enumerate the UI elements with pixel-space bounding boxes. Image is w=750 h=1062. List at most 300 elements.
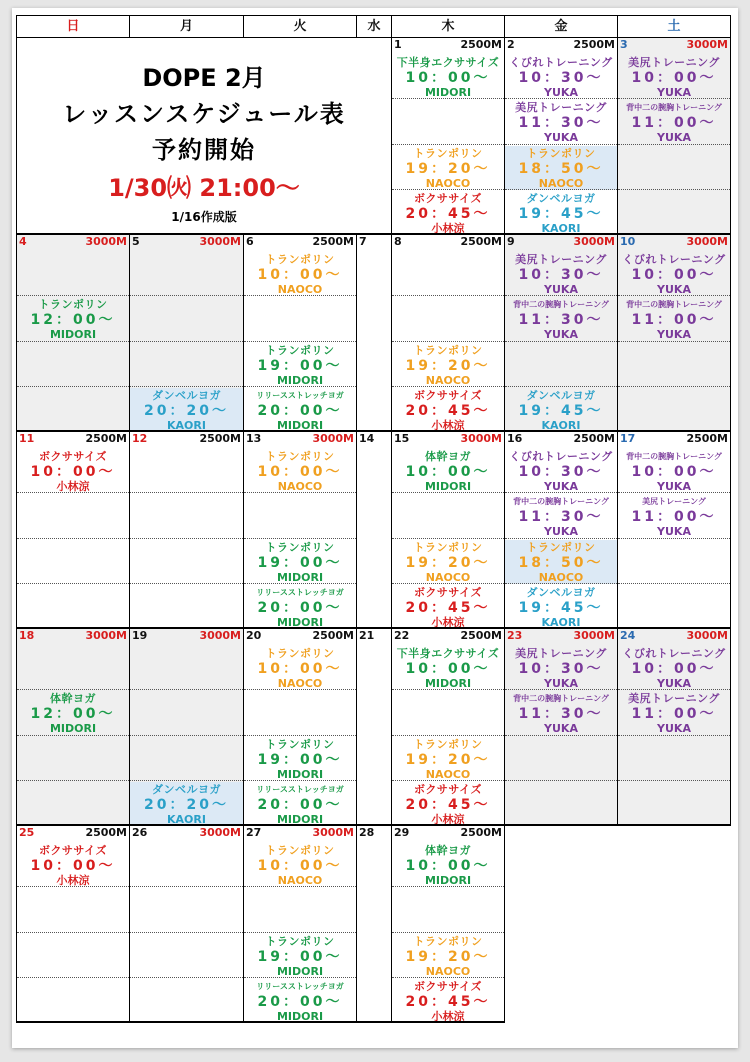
lesson-time: 19：20〜 — [405, 752, 491, 768]
lesson-entry[interactable] — [17, 450, 129, 494]
slot-divider — [505, 386, 617, 387]
slot-divider — [244, 341, 356, 342]
week-row — [16, 235, 731, 432]
lesson-entry[interactable] — [392, 586, 504, 629]
lesson-entry[interactable] — [618, 298, 730, 342]
lesson-entry[interactable] — [244, 344, 356, 388]
lesson-instructor: KAORI — [541, 616, 581, 629]
room-label: 2500M — [460, 826, 502, 839]
lesson-entry[interactable] — [130, 783, 243, 826]
slot-divider — [130, 886, 243, 887]
day-cell[interactable] — [392, 629, 505, 826]
day-cell[interactable] — [357, 629, 392, 826]
slot-divider — [17, 538, 129, 539]
lesson-name: 美尻トレーニング — [628, 56, 720, 69]
day-number: 20 — [246, 629, 262, 642]
day-number: 12 — [132, 432, 148, 445]
lesson-time: 20：00〜 — [257, 403, 343, 419]
lesson-time: 20：45〜 — [405, 797, 491, 813]
title-line-start-datetime: 1/30㈫ 21:00〜 — [108, 174, 300, 202]
lesson-time: 10：00〜 — [257, 464, 343, 480]
lesson-instructor: 小林涼 — [431, 813, 465, 826]
lesson-instructor: YUKA — [657, 677, 691, 690]
lesson-entry[interactable] — [618, 495, 730, 539]
slot-divider — [17, 295, 129, 296]
lesson-entry[interactable] — [392, 56, 504, 100]
lesson-name: 背中二の腕胸トレーニング — [626, 300, 722, 309]
day-cell[interactable] — [392, 235, 505, 432]
room-label: 2500M — [573, 432, 615, 445]
week-row — [16, 432, 731, 629]
day-cell[interactable] — [244, 235, 357, 432]
lesson-time: 10：00〜 — [30, 464, 116, 480]
lesson-name: 美尻トレーニング — [628, 692, 720, 705]
lesson-entry[interactable] — [505, 495, 617, 539]
lesson-time: 11：00〜 — [631, 509, 717, 525]
lesson-instructor: NAOCO — [277, 677, 323, 690]
lesson-instructor: KAORI — [167, 419, 206, 432]
slot-divider — [392, 144, 504, 145]
lesson-entry[interactable] — [130, 389, 243, 432]
slot-divider — [130, 583, 243, 584]
lesson-instructor: 小林涼 — [56, 480, 90, 493]
lesson-name: リリースストレッチヨガ — [256, 785, 344, 794]
lesson-time: 11：30〜 — [518, 509, 604, 525]
lesson-time: 19：45〜 — [518, 600, 604, 616]
room-label: 2500M — [686, 432, 728, 445]
lesson-name: くびれトレーニング — [509, 56, 613, 69]
day-cell[interactable] — [244, 629, 357, 826]
lesson-entry[interactable] — [392, 344, 504, 388]
lesson-entry[interactable] — [505, 450, 617, 494]
lesson-time: 10：00〜 — [405, 661, 491, 677]
slot-divider — [17, 977, 129, 978]
lesson-entry[interactable] — [505, 541, 617, 585]
lesson-instructor: NAOCO — [425, 965, 471, 978]
lesson-time: 18：50〜 — [518, 161, 604, 177]
lesson-name: リリースストレッチヨガ — [256, 982, 344, 991]
lesson-instructor: YUKA — [657, 283, 691, 296]
slot-divider — [392, 538, 504, 539]
lesson-name: 背中二の腕胸トレーニング — [513, 300, 609, 309]
lesson-instructor: YUKA — [544, 722, 578, 735]
lesson-instructor: MIDORI — [424, 874, 472, 887]
lesson-time: 18：50〜 — [518, 555, 604, 571]
lesson-instructor: YUKA — [657, 131, 691, 144]
title-line-studio: DOPE 2月 — [142, 64, 266, 92]
lesson-instructor: 小林涼 — [431, 1010, 465, 1023]
room-label: 3000M — [686, 629, 728, 642]
room-label: 3000M — [573, 235, 615, 248]
lesson-entry[interactable] — [392, 980, 504, 1023]
lesson-name: ダンベルヨガ — [151, 389, 222, 402]
weekday-header-row — [16, 15, 731, 38]
day-number: 17 — [620, 432, 636, 445]
lesson-time: 19：20〜 — [405, 949, 491, 965]
day-cell[interactable] — [16, 826, 130, 1023]
lesson-entry[interactable] — [392, 541, 504, 585]
lesson-instructor: MIDORI — [276, 616, 324, 629]
lesson-entry[interactable] — [244, 586, 356, 629]
day-cell[interactable] — [244, 432, 357, 629]
weekday-header: 木 — [392, 15, 505, 38]
lesson-time: 19：20〜 — [405, 161, 491, 177]
lesson-entry[interactable] — [505, 192, 617, 235]
lesson-instructor: YUKA — [544, 283, 578, 296]
slot-divider — [392, 295, 504, 296]
lesson-entry[interactable] — [618, 692, 730, 736]
day-number: 10 — [620, 235, 636, 248]
day-cell[interactable] — [392, 432, 505, 629]
lesson-entry[interactable] — [505, 56, 617, 100]
lesson-instructor: MIDORI — [276, 965, 324, 978]
lesson-instructor: NAOCO — [425, 571, 471, 584]
slot-divider — [618, 386, 730, 387]
lesson-instructor: YUKA — [544, 131, 578, 144]
lesson-entry[interactable] — [244, 844, 356, 888]
lesson-name: ダンベルヨガ — [151, 783, 222, 796]
slot-divider — [244, 735, 356, 736]
lesson-name: 体幹ヨガ — [50, 692, 96, 705]
day-number: 19 — [132, 629, 148, 642]
slot-divider — [17, 386, 129, 387]
day-cell[interactable] — [505, 38, 618, 235]
lesson-instructor: KAORI — [167, 813, 206, 826]
lesson-time: 20：45〜 — [405, 994, 491, 1010]
day-cell[interactable] — [130, 629, 244, 826]
slot-divider — [618, 780, 730, 781]
day-number: 6 — [246, 235, 254, 248]
lesson-entry[interactable] — [17, 298, 129, 342]
lesson-name: トランポリン — [413, 344, 483, 357]
lesson-time: 10：30〜 — [518, 70, 604, 86]
lesson-entry[interactable] — [244, 389, 356, 432]
lesson-entry[interactable] — [17, 692, 129, 736]
day-cell[interactable] — [505, 432, 618, 629]
slot-divider — [244, 932, 356, 933]
lesson-time: 20：20〜 — [144, 403, 229, 419]
lesson-entry[interactable] — [618, 56, 730, 100]
lesson-instructor: KAORI — [541, 222, 581, 235]
lesson-time: 12：00〜 — [30, 312, 116, 328]
lesson-entry[interactable] — [392, 147, 504, 191]
lesson-instructor: MIDORI — [49, 328, 97, 341]
lesson-name: 美尻トレーニング — [515, 253, 607, 266]
lesson-time: 19：00〜 — [257, 949, 343, 965]
lesson-name: ボクササイズ — [38, 844, 108, 857]
room-label: 3000M — [312, 432, 354, 445]
slot-divider — [130, 492, 243, 493]
lesson-instructor: NAOCO — [277, 874, 323, 887]
slot-divider — [17, 780, 129, 781]
lesson-instructor: 小林涼 — [56, 874, 90, 887]
day-cell[interactable] — [357, 432, 392, 629]
lesson-time: 19：45〜 — [518, 206, 604, 222]
lesson-entry[interactable] — [392, 450, 504, 494]
slot-divider — [618, 189, 730, 190]
day-number: 1 — [394, 38, 402, 51]
lesson-entry[interactable] — [392, 844, 504, 888]
lesson-time: 11：00〜 — [631, 115, 717, 131]
day-cell[interactable] — [244, 826, 357, 1023]
lesson-time: 10：00〜 — [257, 267, 343, 283]
lesson-time: 12：00〜 — [30, 706, 116, 722]
lesson-name: トランポリン — [265, 541, 335, 554]
lesson-instructor: MIDORI — [49, 722, 97, 735]
lesson-time: 20：00〜 — [257, 797, 343, 813]
lesson-instructor: 小林涼 — [431, 222, 465, 235]
lesson-entry[interactable] — [244, 541, 356, 585]
day-cell[interactable] — [16, 235, 130, 432]
lesson-name: トランポリン — [413, 147, 483, 160]
weekday-header: 火 — [244, 15, 357, 38]
slot-divider — [130, 780, 243, 781]
day-cell[interactable] — [16, 432, 130, 629]
lesson-entry[interactable] — [505, 253, 617, 297]
slot-divider — [130, 386, 243, 387]
slot-divider — [392, 341, 504, 342]
lesson-entry[interactable] — [618, 647, 730, 691]
lesson-name: リリースストレッチヨガ — [256, 391, 344, 400]
lesson-time: 10：30〜 — [518, 267, 604, 283]
day-cell[interactable] — [505, 629, 618, 826]
slot-divider — [244, 538, 356, 539]
day-cell[interactable] — [357, 235, 392, 432]
lesson-instructor: NAOCO — [538, 177, 584, 190]
calendar-grid — [16, 15, 731, 1025]
lesson-name: 背中二の腕胸トレーニング — [626, 452, 722, 461]
room-label: 2500M — [460, 235, 502, 248]
room-label: 2500M — [460, 629, 502, 642]
room-label: 3000M — [460, 432, 502, 445]
lesson-name: トランポリン — [38, 298, 108, 311]
lesson-instructor: MIDORI — [276, 374, 324, 387]
lesson-time: 20：45〜 — [405, 600, 491, 616]
lesson-name: ボクササイズ — [38, 450, 108, 463]
lesson-time: 20：00〜 — [257, 600, 343, 616]
room-label: 3000M — [199, 629, 241, 642]
lesson-instructor: YUKA — [544, 525, 578, 538]
day-number: 25 — [19, 826, 35, 839]
lesson-instructor: NAOCO — [277, 480, 323, 493]
lesson-name: トランポリン — [265, 738, 335, 751]
day-cell[interactable] — [392, 826, 505, 1023]
day-number: 14 — [359, 432, 375, 445]
room-label: 3000M — [573, 629, 615, 642]
day-number: 5 — [132, 235, 140, 248]
room-label: 3000M — [686, 38, 728, 51]
lesson-instructor: NAOCO — [538, 571, 584, 584]
slot-divider — [130, 295, 243, 296]
slot-divider — [130, 977, 243, 978]
day-number: 28 — [359, 826, 375, 839]
weekday-header: 日 — [16, 15, 130, 38]
lesson-time: 10：00〜 — [257, 661, 343, 677]
week-row — [16, 629, 731, 826]
day-number: 8 — [394, 235, 402, 248]
day-cell[interactable] — [505, 235, 618, 432]
slot-divider — [130, 932, 243, 933]
lesson-entry[interactable] — [244, 647, 356, 691]
lesson-entry[interactable] — [505, 101, 617, 145]
lesson-time: 10：00〜 — [257, 858, 343, 874]
weekday-header: 水 — [357, 15, 392, 38]
slot-divider — [392, 735, 504, 736]
lesson-name: ダンベルヨガ — [526, 389, 596, 402]
lesson-entry[interactable] — [618, 253, 730, 297]
day-number: 3 — [620, 38, 628, 51]
day-number: 4 — [19, 235, 27, 248]
lesson-instructor: YUKA — [544, 328, 578, 341]
lesson-time: 10：00〜 — [631, 267, 717, 283]
lesson-entry[interactable] — [17, 844, 129, 888]
lesson-time: 11：30〜 — [518, 312, 604, 328]
lesson-time: 19：00〜 — [257, 555, 343, 571]
slot-divider — [17, 689, 129, 690]
room-label: 2500M — [312, 235, 354, 248]
lesson-entry[interactable] — [505, 147, 617, 191]
lesson-instructor: YUKA — [657, 480, 691, 493]
room-label: 2500M — [199, 432, 241, 445]
lesson-instructor: MIDORI — [276, 768, 324, 781]
lesson-name: ダンベルヨガ — [526, 192, 596, 205]
day-number: 11 — [19, 432, 35, 445]
room-label: 3000M — [312, 826, 354, 839]
lesson-name: ダンベルヨガ — [526, 586, 596, 599]
lesson-time: 11：00〜 — [631, 706, 717, 722]
lesson-name: トランポリン — [265, 647, 335, 660]
lesson-time: 19：00〜 — [257, 358, 343, 374]
lesson-name: リリースストレッチヨガ — [256, 588, 344, 597]
lesson-instructor: MIDORI — [276, 571, 324, 584]
lesson-instructor: YUKA — [657, 525, 691, 538]
lesson-time: 20：00〜 — [257, 994, 343, 1010]
lesson-time: 10：00〜 — [405, 858, 491, 874]
lesson-instructor: 小林涼 — [431, 616, 465, 629]
lesson-time: 11：00〜 — [631, 312, 717, 328]
slot-divider — [392, 932, 504, 933]
lesson-name: 体幹ヨガ — [425, 450, 471, 463]
day-cell[interactable] — [130, 235, 244, 432]
lesson-instructor: YUKA — [657, 722, 691, 735]
day-number: 26 — [132, 826, 148, 839]
day-cell[interactable] — [392, 38, 505, 235]
day-number: 15 — [394, 432, 410, 445]
room-label: 3000M — [686, 235, 728, 248]
day-cell[interactable] — [357, 826, 392, 1023]
week-row — [16, 826, 731, 1023]
lesson-entry[interactable] — [244, 935, 356, 979]
lesson-entry[interactable] — [392, 738, 504, 782]
lesson-entry[interactable] — [244, 738, 356, 782]
lesson-entry[interactable] — [392, 389, 504, 432]
lesson-entry[interactable] — [505, 389, 617, 432]
day-cell[interactable] — [16, 629, 130, 826]
lesson-time: 11：30〜 — [518, 706, 604, 722]
lesson-instructor: MIDORI — [276, 813, 324, 826]
day-number: 18 — [19, 629, 35, 642]
lesson-time: 10：00〜 — [631, 464, 717, 480]
lesson-entry[interactable] — [505, 647, 617, 691]
lesson-name: 背中二の腕胸トレーニング — [513, 497, 609, 506]
lesson-name: トランポリン — [413, 738, 483, 751]
lesson-name: くびれトレーニング — [622, 253, 726, 266]
lesson-entry[interactable] — [392, 192, 504, 235]
lesson-entry[interactable] — [618, 450, 730, 494]
lesson-name: ボクササイズ — [413, 192, 483, 205]
lesson-name: トランポリン — [265, 844, 335, 857]
day-cell[interactable] — [618, 629, 731, 826]
lesson-name: 背中二の腕胸トレーニング — [626, 103, 722, 112]
day-number: 2 — [507, 38, 515, 51]
lesson-name: トランポリン — [526, 147, 596, 160]
lesson-entry[interactable] — [244, 980, 356, 1023]
lesson-instructor: YUKA — [544, 677, 578, 690]
day-cell[interactable] — [618, 235, 731, 432]
weekday-header: 金 — [505, 15, 618, 38]
lesson-name: トランポリン — [265, 344, 335, 357]
day-cell[interactable] — [618, 38, 731, 235]
lesson-time: 10：00〜 — [30, 858, 116, 874]
lesson-time: 10：00〜 — [631, 70, 717, 86]
lesson-name: くびれトレーニング — [622, 647, 726, 660]
lesson-entry[interactable] — [392, 935, 504, 979]
room-label: 2500M — [85, 826, 127, 839]
slot-divider — [505, 780, 617, 781]
slot-divider — [17, 932, 129, 933]
room-label: 2500M — [460, 38, 502, 51]
lesson-time: 19：20〜 — [405, 555, 491, 571]
day-number: 13 — [246, 432, 262, 445]
lesson-entry[interactable] — [392, 647, 504, 691]
lesson-time: 10：30〜 — [518, 661, 604, 677]
lesson-entry[interactable] — [244, 450, 356, 494]
day-cell[interactable] — [130, 826, 244, 1023]
lesson-entry[interactable] — [618, 101, 730, 145]
lesson-entry[interactable] — [505, 298, 617, 342]
title-line-version: 1/16作成版 — [171, 210, 237, 224]
lesson-instructor: YUKA — [544, 86, 578, 99]
lesson-instructor: 小林涼 — [431, 419, 465, 432]
lesson-name: 美尻トレーニング — [515, 647, 607, 660]
lesson-instructor: NAOCO — [277, 283, 323, 296]
lesson-name: ボクササイズ — [413, 389, 483, 402]
title-line-schedule: レッスンスケジュール表 — [62, 100, 346, 128]
day-number: 16 — [507, 432, 523, 445]
lesson-time: 20：20〜 — [144, 797, 229, 813]
lesson-time: 19：45〜 — [518, 403, 604, 419]
day-number: 29 — [394, 826, 410, 839]
lesson-entry[interactable] — [505, 586, 617, 629]
lesson-name: ボクササイズ — [413, 783, 483, 796]
day-cell[interactable] — [618, 432, 731, 629]
lesson-instructor: YUKA — [657, 328, 691, 341]
lesson-entry[interactable] — [244, 783, 356, 826]
day-number: 22 — [394, 629, 410, 642]
week-row — [16, 38, 731, 235]
lesson-name: 背中二の腕胸トレーニング — [513, 694, 609, 703]
day-number: 7 — [359, 235, 367, 248]
lesson-entry[interactable] — [505, 692, 617, 736]
lesson-instructor: MIDORI — [424, 86, 472, 99]
day-number: 21 — [359, 629, 375, 642]
room-label: 3000M — [199, 235, 241, 248]
lesson-entry[interactable] — [392, 783, 504, 826]
lesson-instructor: MIDORI — [276, 1010, 324, 1023]
slot-divider — [618, 583, 730, 584]
lesson-entry[interactable] — [244, 253, 356, 297]
day-cell[interactable] — [130, 432, 244, 629]
